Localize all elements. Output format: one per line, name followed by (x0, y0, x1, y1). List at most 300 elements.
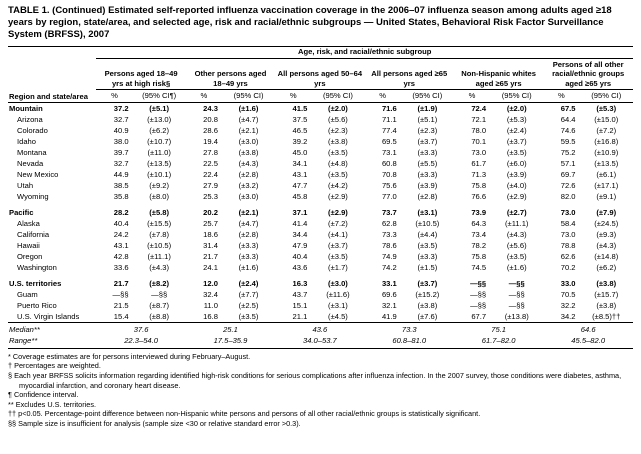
footnote-marker: ** (8, 399, 14, 409)
range-row (8, 335, 633, 348)
ci-value: (±6.2) (149, 126, 170, 136)
ci-value: (±3.3) (417, 147, 438, 157)
ci-value: (±9.3) (596, 229, 617, 239)
summary-value: 60.8–81.0 (365, 335, 454, 348)
percent-value: 15.1 (292, 300, 308, 310)
percent-value: 33.1 (381, 278, 397, 288)
ci-value: (±3.5) (238, 311, 259, 321)
subheader-percent: % (543, 90, 579, 103)
percent-value: 74.2 (381, 262, 397, 272)
percent-value: —§§ (470, 278, 487, 288)
ci-value: (±4.1) (328, 229, 348, 239)
percent-value: 75.6 (381, 180, 397, 190)
percent-value: 74.9 (381, 251, 397, 261)
row-label: Nevada (17, 158, 44, 168)
footnote-marker: † (8, 361, 13, 371)
group-header-other-18-49: Other persons aged 18–49 yrs (186, 58, 275, 89)
subheader-percent: % (454, 90, 490, 103)
percent-value: 40.4 (113, 218, 129, 228)
ci-value: (±7.6) (417, 311, 438, 321)
table-row (8, 240, 633, 251)
ci-value: (±2.9) (506, 191, 527, 201)
footnote (8, 400, 633, 410)
percent-value: 32.4 (203, 289, 218, 299)
percent-value: —§§ (470, 300, 487, 310)
percent-value: —§§ (112, 289, 129, 299)
ci-value: (±10.7) (147, 137, 172, 146)
ci-value: (±1.6) (506, 262, 527, 272)
row-label: Idaho (17, 137, 37, 146)
footnote-text: Coverage estimates are for persons interviewed during February–August. (10, 351, 251, 361)
footnote-text: Confidence interval. (11, 390, 79, 400)
percent-value: 40.4 (292, 251, 308, 261)
ci-value: (±8.8) (149, 311, 170, 321)
row-label: Puerto Rico (17, 300, 57, 310)
row-label: Colorado (17, 126, 48, 136)
percent-value: 75.8 (471, 180, 487, 190)
ci-value: (±2.1) (238, 126, 259, 136)
percent-value: 73.0 (471, 147, 487, 157)
percent-value: 20.2 (203, 207, 218, 217)
summary-value: 45.5–82.0 (543, 335, 633, 348)
percent-value: 70.5 (560, 289, 576, 299)
table-row (8, 311, 633, 322)
footnote-text: Percentages are weighted. (12, 361, 101, 371)
summary-value: 22.3–54.0 (96, 335, 185, 348)
percent-value: 28.6 (203, 126, 218, 136)
percent-value: 32.2 (560, 300, 576, 310)
ci-value: (±15.7) (594, 289, 619, 299)
ci-value: (±3.8) (328, 137, 348, 146)
footnotes (8, 352, 633, 429)
ci-value: (±1.6) (238, 104, 259, 114)
percent-value: 24.2 (113, 229, 129, 239)
ci-value: (±2.9) (328, 207, 348, 217)
percent-value: 12.0 (203, 278, 218, 288)
percent-value: 73.4 (471, 229, 487, 239)
ci-value: (±4.5) (328, 311, 348, 321)
ci-value: (±4.4) (417, 229, 438, 239)
table-row (8, 180, 633, 191)
ci-value: (±11.1) (505, 218, 529, 228)
row-label: Range** (8, 335, 96, 348)
percent-value: 77.0 (381, 191, 397, 201)
ci-value: (±4.0) (506, 180, 527, 190)
summary-value: 61.7–82.0 (454, 335, 543, 348)
percent-value: 69.7 (560, 169, 576, 179)
row-label: Utah (17, 180, 34, 190)
table-row (8, 147, 633, 158)
ci-value: —§§ (151, 289, 168, 299)
ci-value: (±3.5) (506, 251, 527, 261)
ci-value: (±6.0) (506, 158, 527, 168)
percent-value: 78.8 (560, 240, 576, 250)
summary-value: 75.1 (454, 322, 543, 334)
percent-value: 16.3 (292, 278, 308, 288)
percent-value: 61.7 (471, 158, 487, 168)
ci-value: (±3.5) (328, 251, 348, 261)
percent-value: 39.2 (292, 137, 308, 146)
ci-value: (±3.1) (328, 300, 348, 310)
ci-value: (±24.5) (594, 218, 619, 228)
ci-value: (±3.8) (417, 300, 438, 310)
subheader-ci: (95% CI) (490, 90, 543, 103)
row-label: U.S. territories (9, 278, 62, 288)
percent-value: 62.6 (560, 251, 576, 261)
percent-value: 43.1 (292, 169, 308, 179)
percent-value: 42.8 (113, 251, 129, 261)
percent-value: 31.4 (203, 240, 218, 250)
ci-value: (±6.2) (596, 262, 617, 272)
table-title: TABLE 1. (Continued) Estimated self-reported influenza vaccination coverage in the 2006–07 influenza season among adults aged ≥18 years by region, state/area, and selected age, risk and racial/ethnic subgroups — United States, Behavioral Risk Factor Surveillance System (BRFSS), 2007 (8, 5, 612, 40)
footnote-marker: * (8, 351, 11, 361)
percent-value: 82.0 (560, 191, 576, 201)
percent-value: 69.6 (381, 289, 397, 299)
group-header-all-65plus: All persons aged ≥65 yrs (365, 58, 454, 89)
row-label: Pacific (9, 207, 34, 217)
percent-value: 37.2 (113, 104, 129, 114)
ci-value: (±2.9) (328, 191, 348, 201)
row-label: Washington (17, 262, 57, 272)
ci-value: (±3.5) (328, 169, 348, 179)
footnote (8, 371, 633, 390)
ci-value: (±1.6) (238, 262, 259, 272)
percent-value: 70.1 (471, 137, 487, 146)
group-header-row (8, 58, 633, 89)
footnote-marker: ¶ (8, 390, 12, 400)
percent-value: 72.6 (560, 180, 576, 190)
ci-value: (±7.7) (238, 289, 259, 299)
ci-value: (±3.3) (417, 169, 438, 179)
row-label: U.S. Virgin Islands (17, 311, 80, 321)
ci-value: (±10.1) (147, 169, 172, 179)
row-label: Wyoming (17, 191, 49, 201)
ci-value: (±3.7) (417, 137, 438, 146)
subheader-percent: % (365, 90, 401, 103)
summary-value: 64.6 (543, 322, 633, 334)
ci-value: (±2.1) (238, 207, 259, 217)
percent-value: 32.7 (113, 115, 129, 125)
subheader-ci: (95% CI) (401, 90, 454, 103)
percent-value: 15.4 (113, 311, 129, 321)
percent-value: 74.5 (471, 262, 487, 272)
percent-value: 71.6 (381, 104, 397, 114)
percent-value: 62.8 (381, 218, 397, 228)
column-spanner: Age, risk, and racial/ethnic subgroup (96, 46, 633, 58)
table-row (8, 125, 633, 136)
ci-value: (±9.1) (596, 191, 617, 201)
percent-value: 20.8 (203, 115, 218, 125)
percent-value: 64.3 (471, 218, 487, 228)
footnote (8, 390, 633, 400)
percent-value: 74.6 (560, 126, 576, 136)
row-label: Oregon (17, 251, 43, 261)
percent-value: 43.7 (292, 289, 308, 299)
percent-value: 27.8 (203, 147, 218, 157)
percent-value: 27.9 (203, 180, 218, 190)
group-header-high-risk: Persons aged 18–49 yrs at high risk§ (96, 58, 185, 89)
ci-value: (±13.5) (147, 158, 172, 168)
table-row (8, 114, 633, 125)
row-label: Hawaii (17, 240, 40, 250)
ci-value: (±5.1) (417, 115, 438, 125)
ci-value: (±9.2) (149, 180, 170, 190)
ci-value: (±15.2) (415, 289, 440, 299)
ci-value: (±5.6) (328, 115, 348, 125)
percent-value: 37.5 (292, 115, 308, 125)
row-label: Median** (8, 322, 96, 334)
ci-value: (±17.1) (594, 180, 619, 190)
percent-value: 43.6 (292, 262, 308, 272)
ci-value: (±3.9) (506, 169, 527, 179)
percent-value: 39.7 (113, 147, 129, 157)
percent-value: 35.8 (113, 191, 129, 201)
ci-value: (±3.8) (596, 300, 617, 310)
ci-value: (±3.0) (328, 278, 348, 288)
percent-value: 21.7 (203, 251, 218, 261)
ci-value: (±3.9) (417, 180, 438, 190)
ci-value: (±2.4) (506, 126, 527, 136)
footnote (8, 419, 633, 429)
subheader-ci: (95% CI) (311, 90, 364, 103)
subheader-ci: (95% CI¶) (133, 90, 186, 103)
percent-value: 73.7 (381, 207, 397, 217)
summary-value: 73.3 (365, 322, 454, 334)
ci-value: (±3.3) (238, 240, 259, 250)
subheader-percent: % (186, 90, 222, 103)
ci-value: (±2.5) (238, 300, 259, 310)
table-row (8, 273, 633, 289)
column-header-region: Region and state/area (8, 46, 96, 102)
summary-value: 37.6 (96, 322, 185, 334)
table-row (8, 136, 633, 147)
ci-value: (±8.0) (149, 191, 170, 201)
percent-value: 38.0 (113, 137, 129, 146)
footnote-text: Excludes U.S. territories. (13, 399, 97, 409)
ci-value: (±2.7) (506, 207, 527, 217)
percent-value: 78.0 (471, 126, 487, 136)
percent-value: 18.6 (203, 229, 218, 239)
ci-value: (±5.6) (506, 240, 527, 250)
ci-value: (±5.8) (149, 207, 170, 217)
percent-value: 34.1 (292, 158, 308, 168)
ci-value: (±11.6) (326, 289, 350, 299)
ci-value: (±1.9) (417, 104, 438, 114)
footnote-text: Sample size is insufficient for analysis (sample size <30 or relative standard error >0.3). (16, 419, 301, 429)
ci-value: (±3.7) (328, 240, 348, 250)
ci-value: (±10.5) (415, 218, 440, 228)
row-label: Montana (17, 147, 47, 157)
percent-value: 76.6 (471, 191, 487, 201)
vaccination-coverage-table (8, 46, 633, 349)
percent-value: 41.5 (292, 104, 308, 114)
percent-value: 60.8 (381, 158, 397, 168)
table-row (8, 191, 633, 202)
percent-value: 69.5 (381, 137, 397, 146)
ci-value: (±13.8) (504, 311, 529, 321)
ci-value: (±11.0) (147, 147, 171, 157)
percent-value: 24.3 (203, 104, 218, 114)
percent-value: 11.0 (203, 300, 218, 310)
ci-value: (±3.2) (238, 180, 259, 190)
percent-value: 73.1 (381, 147, 397, 157)
percent-value: 32.1 (381, 300, 397, 310)
percent-value: 67.7 (471, 311, 487, 321)
ci-value: (±2.8) (417, 191, 438, 201)
percent-value: 75.2 (560, 147, 576, 157)
footnote-marker: §§ (8, 419, 17, 429)
ci-value: (±8.2) (149, 278, 170, 288)
row-label: New Mexico (17, 169, 59, 179)
ci-value: (±16.8) (594, 137, 619, 146)
ci-value: (±2.4) (238, 278, 259, 288)
table-row (8, 262, 633, 273)
percent-value: 25.3 (203, 191, 218, 201)
row-label: Guam (17, 289, 38, 299)
percent-value: 41.9 (381, 311, 397, 321)
ci-value: (±3.5) (417, 240, 438, 250)
ci-value: (±3.3) (238, 251, 259, 261)
percent-value: 22.4 (203, 169, 218, 179)
ci-value: —§§ (508, 289, 525, 299)
group-header-nh-whites: Non-Hispanic whites aged ≥65 yrs (454, 58, 543, 89)
table-row (8, 251, 633, 262)
ci-value: (±1.7) (328, 262, 348, 272)
ci-value: (±2.8) (238, 169, 259, 179)
ci-value: (±2.0) (328, 104, 348, 114)
percent-value: 38.5 (113, 180, 129, 190)
ci-value: (±5.1) (149, 104, 170, 114)
ci-value: (±4.7) (238, 218, 259, 228)
ci-value: (±3.5) (328, 147, 348, 157)
ci-value: (±2.8) (238, 229, 259, 239)
ci-value: (±3.3) (417, 251, 438, 261)
percent-value: 16.8 (203, 311, 218, 321)
percent-value: 40.9 (113, 126, 129, 136)
ci-value: (±11.1) (147, 251, 171, 261)
ci-value: —§§ (508, 300, 525, 310)
ci-value: (±3.1) (417, 207, 438, 217)
ci-value: (±2.3) (417, 126, 438, 136)
percent-value: 78.6 (381, 240, 397, 250)
ci-value: (±3.5) (506, 147, 527, 157)
summary-value: 43.6 (275, 322, 364, 334)
percent-value: 22.5 (203, 158, 218, 168)
table-row (8, 169, 633, 180)
ci-value: (±13.0) (147, 115, 172, 125)
footnote-marker: § (8, 370, 13, 380)
percent-value: 71.3 (471, 169, 487, 179)
subheader-ci: (95% CI) (580, 90, 634, 103)
percent-value: 72.4 (471, 104, 487, 114)
ci-value: (±6.1) (596, 169, 617, 179)
percent-value: 33.6 (113, 262, 129, 272)
row-label: California (17, 229, 50, 239)
percent-value: 71.1 (381, 115, 397, 125)
ci-value: (±2.0) (506, 104, 527, 114)
percent-value: 77.4 (381, 126, 397, 136)
ci-value: (±4.3) (149, 262, 170, 272)
ci-value: (±3.7) (417, 278, 438, 288)
percent-value: 41.4 (292, 218, 308, 228)
percent-value: 45.8 (292, 191, 308, 201)
percent-value: 73.0 (560, 207, 576, 217)
percent-value: 73.0 (560, 229, 576, 239)
table-row (8, 202, 633, 218)
percent-value: 72.1 (471, 115, 487, 125)
subheader-percent: % (275, 90, 311, 103)
percent-value: 46.5 (292, 126, 308, 136)
footnote-text: p<0.05. Percentage-point difference between non-Hispanic white persons and persons of all other racial/ethnic groups is statistically significant. (16, 409, 481, 419)
median-row (8, 322, 633, 334)
ci-value: (±7.2) (596, 126, 617, 136)
ci-value: (±3.8) (238, 147, 259, 157)
percent-value: 70.8 (381, 169, 397, 179)
table-row (8, 218, 633, 229)
ci-value: (±3.8) (596, 278, 617, 288)
ci-value: (±4.3) (506, 229, 527, 239)
ci-value: (±5.3) (506, 115, 527, 125)
ci-value: (±7.2) (328, 218, 348, 228)
footnote (8, 352, 633, 362)
percent-value: 43.1 (113, 240, 129, 250)
percent-value: 34.2 (560, 311, 576, 321)
percent-value: 34.4 (292, 229, 308, 239)
table-row (8, 300, 633, 311)
percent-value: 21.1 (292, 311, 308, 321)
percent-value: 24.1 (203, 262, 218, 272)
footnote-marker: †† (8, 409, 17, 419)
ci-value: (±14.8) (594, 251, 619, 261)
percent-value: 47.7 (292, 180, 308, 190)
percent-value: 47.9 (292, 240, 308, 250)
subheader-ci: (95% CI) (222, 90, 275, 103)
ci-value: (±5.3) (596, 104, 617, 114)
percent-value: 21.7 (113, 278, 129, 288)
percent-value: 57.1 (560, 158, 576, 168)
ci-value: —§§ (508, 278, 525, 288)
percent-value: 73.9 (471, 207, 487, 217)
row-label: Mountain (9, 104, 43, 114)
percent-value: 70.2 (560, 262, 576, 272)
ci-value: (±10.9) (594, 147, 619, 157)
ci-value: (±7.8) (149, 229, 170, 239)
percent-value: 64.4 (560, 115, 576, 125)
ci-value: (±13.5) (594, 158, 619, 168)
row-label: Alaska (17, 218, 40, 228)
summary-value: 25.1 (186, 322, 275, 334)
summary-value: 34.0–53.7 (275, 335, 364, 348)
subheader-row (8, 90, 633, 103)
ci-value: (±8.5)†† (592, 311, 621, 321)
ci-value: (±3.0) (238, 137, 259, 146)
footnote (8, 409, 633, 419)
group-header-all-50-64: All persons aged 50–64 yrs (275, 58, 364, 89)
subheader-percent: % (96, 90, 132, 103)
ci-value: (±5.5) (417, 158, 438, 168)
ci-value: (±7.9) (596, 207, 617, 217)
percent-value: 67.5 (560, 104, 576, 114)
percent-value: 58.4 (560, 218, 576, 228)
ci-value: (±1.5) (417, 262, 438, 272)
percent-value: 21.5 (113, 300, 129, 310)
table-row (8, 229, 633, 240)
percent-value: 28.2 (113, 207, 129, 217)
ci-value: (±15.0) (594, 115, 619, 125)
ci-value: (±10.5) (147, 240, 172, 250)
summary-value: 17.5–35.9 (186, 335, 275, 348)
table-row (8, 103, 633, 114)
